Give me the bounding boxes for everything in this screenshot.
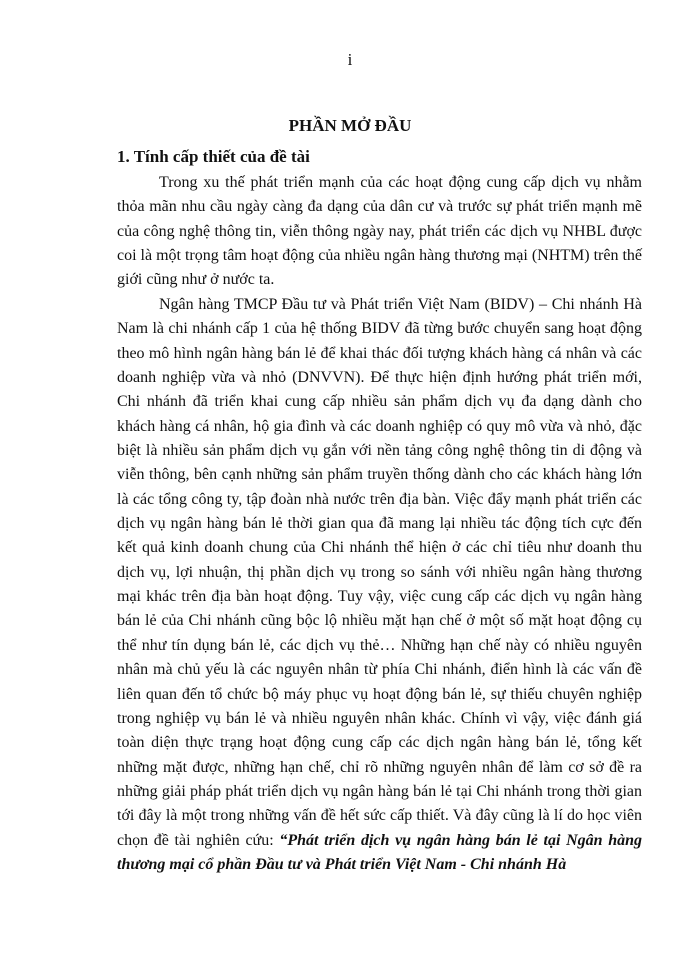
paragraph-2 <box>117 293 642 877</box>
thesis-title: “Phát triển dịch vụ ngân hàng bán lẻ tại Ngân hàng thương mại cổ phần Đầu tư và Phát triển Việt Nam - Chi nhánh Hà <box>117 831 643 873</box>
page-number: i <box>347 50 353 69</box>
section-heading: 1. Tính cấp thiết của đề tài <box>117 147 310 166</box>
paragraph-1: Trong xu thế phát triển mạnh của các hoạt động cung cấp dịch vụ nhằm thỏa mãn nhu cầu ngày càng đa dạng của dân cư và trước sự phát triển mạnh mẽ của công nghệ thông tin, viễn thông ngày nay, phát triển các dịch vụ NHBL được coi là một trọng tâm hoạt động của nhiều ngân hàng thương mại (NHTM) trên thế giới cũng như ở nước ta. <box>117 174 643 289</box>
paragraph-2-text: Ngân hàng TMCP Đầu tư và Phát triển Việt Nam (BIDV) – Chi nhánh Hà Nam là chi nhánh cấp 1 của hệ thống BIDV đã từng bước chuyển sang hoạt động theo mô hình ngân hàng bán lẻ để khai thác đối tượng khách hàng cá nhân và các doanh nghiệp vừa và nhỏ (DNVVN). Để thực hiện định hướng phát triển mới, Chi nhánh đã triển khai cung cấp nhiều sản phẩm dịch vụ đa dạng dành cho khách hàng cá nhân, hộ gia đình và các doanh nghiệp có quy mô vừa và nhỏ, đặc biệt là nhiều sản phẩm dịch vụ gắn với nền tảng công nghệ thông tin di động và viễn thông, bên cạnh những sản phẩm truyền thống dành cho các khách hàng lớn là các tổng công ty, tập đoàn nhà nước trên địa bàn. Việc đẩy mạnh phát triển các dịch vụ ngân hàng bán lẻ thời gian qua đã mang lại nhiều tác động tích cực đến kết quả kinh doanh chung của Chi nhánh thể hiện ở các chỉ tiêu như doanh thu dịch vụ, lợi nhuận, thị phần dịch vụ trong so sánh với nhiều ngân hàng thương mại khác trên địa bàn hoạt động. Tuy vậy, việc cung cấp các dịch vụ ngân hàng bán lẻ của Chi nhánh cũng bộc lộ nhiều mặt hạn chế ở một số mặt hoạt động cụ thể như tín dụng bán lẻ, các dịch vụ thẻ… Những hạn chế này có nhiều nguyên nhân mà chủ yếu là các nguyên nhân từ phía Chi nhánh, điển hình là các vấn đề liên quan đến tổ chức bộ máy phục vụ hoạt động bán lẻ, sự thiếu chuyên nghiệp trong nghiệp vụ bán lẻ và nhiều nguyên nhân khác. Chính vì vậy, việc đánh giá toàn diện thực trạng hoạt động cung cấp các dịch ngân hàng bán lẻ, tổng kết những mặt được, những hạn chế, chỉ rõ những nguyên nhân để làm cơ sở đề ra những giải pháp phát triển dịch vụ ngân hàng bán lẻ tại Chi nhánh trong thời gian tới đây là một trong những vấn đề hết sức cấp thiết. Và đây cũng là lí do học viên chọn đề tài nghiên cứu: <box>117 296 642 849</box>
part-title: PHẦN MỞ ĐẦU <box>288 116 412 135</box>
